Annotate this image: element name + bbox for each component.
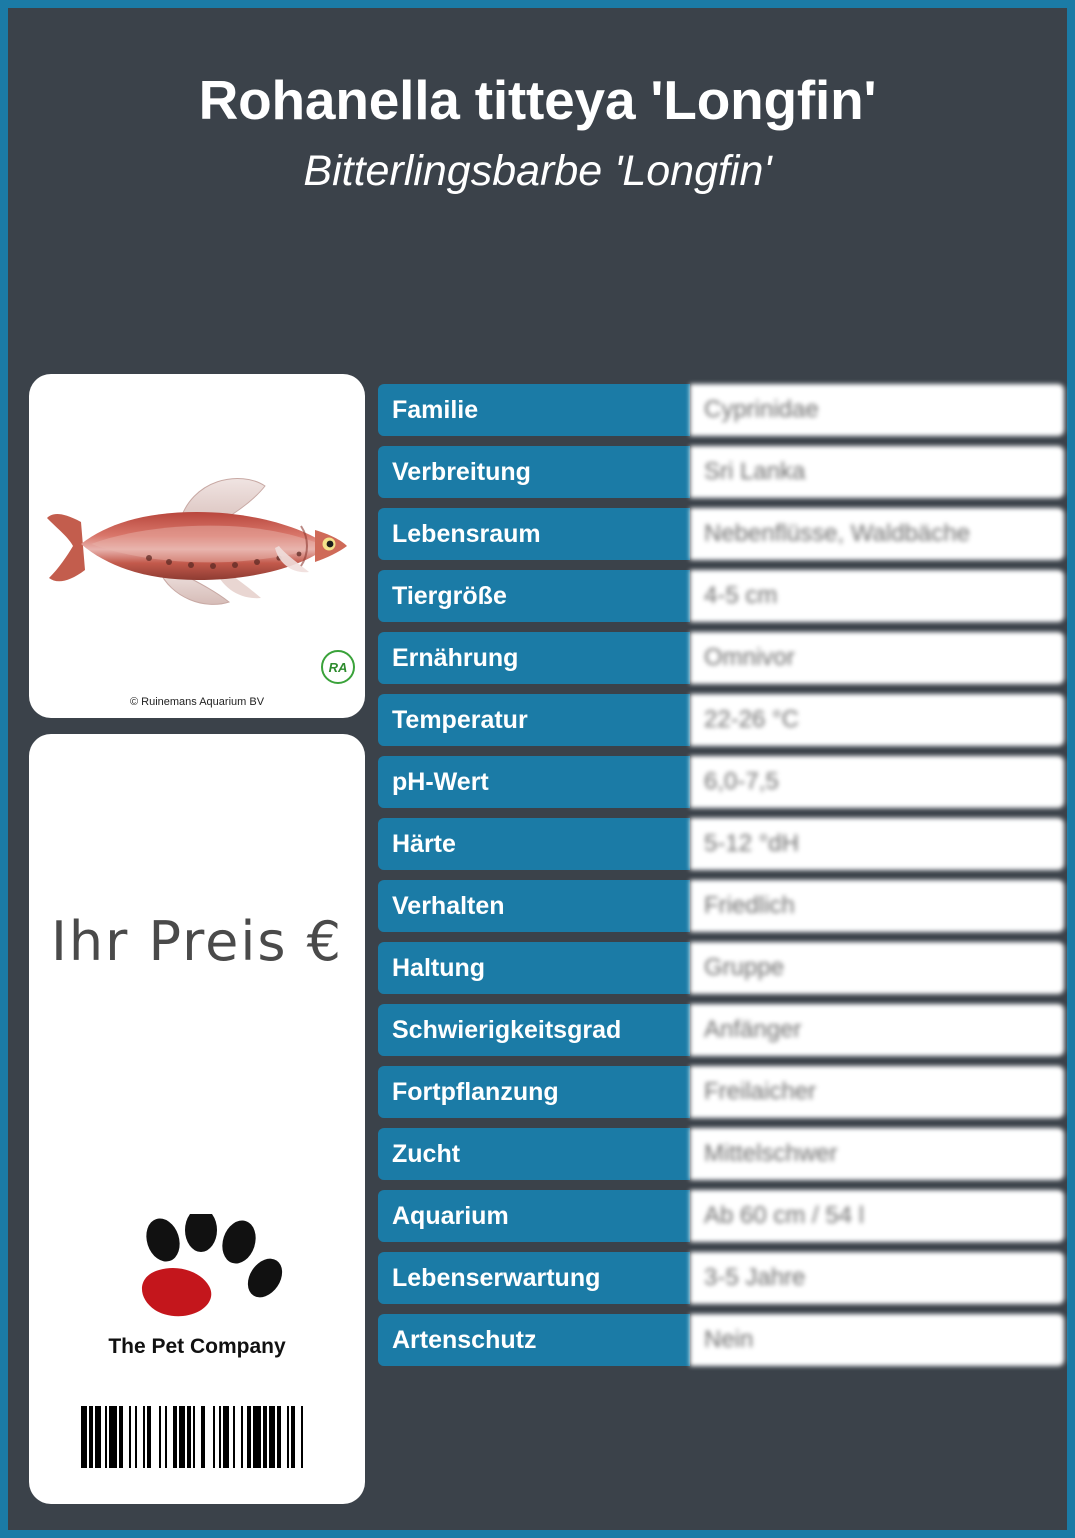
table-row bbox=[378, 942, 1064, 994]
barcode bbox=[81, 1406, 335, 1468]
spec-label: Lebenserwartung bbox=[378, 1252, 690, 1304]
spec-value: Nein bbox=[690, 1314, 1064, 1366]
company-name: The Pet Company bbox=[108, 1335, 286, 1358]
table-row bbox=[378, 446, 1064, 498]
table-row bbox=[378, 880, 1064, 932]
spec-value: Sri Lanka bbox=[690, 446, 1064, 498]
spec-label: Temperatur bbox=[378, 694, 690, 746]
spec-label: Verhalten bbox=[378, 880, 690, 932]
species-photo-card bbox=[29, 374, 365, 718]
poster-header bbox=[8, 8, 1067, 197]
price-label: Ihr Preis € bbox=[50, 910, 344, 973]
price-card bbox=[29, 734, 365, 1504]
table-row bbox=[378, 694, 1064, 746]
spec-value: 5-12 °dH bbox=[690, 818, 1064, 870]
table-row bbox=[378, 1252, 1064, 1304]
photo-copyright: © Ruinemans Aquarium BV bbox=[129, 696, 265, 708]
spec-label: Tiergröße bbox=[378, 570, 690, 622]
table-row bbox=[378, 1314, 1064, 1366]
spec-label: Artenschutz bbox=[378, 1314, 690, 1366]
spec-label: Aquarium bbox=[378, 1190, 690, 1242]
table-row bbox=[378, 1190, 1064, 1242]
spec-value: Nebenflüsse, Waldbäche bbox=[690, 508, 1064, 560]
fish-illustration bbox=[29, 452, 365, 642]
spec-label: Verbreitung bbox=[378, 446, 690, 498]
table-row bbox=[378, 570, 1064, 622]
spec-label: Fortpflanzung bbox=[378, 1066, 690, 1118]
company-logo bbox=[29, 1214, 365, 1359]
spec-value: Friedlich bbox=[690, 880, 1064, 932]
spec-value: Gruppe bbox=[690, 942, 1064, 994]
paw-print-icon bbox=[97, 1214, 297, 1324]
spec-label: Familie bbox=[378, 384, 690, 436]
spec-label: Lebensraum bbox=[378, 508, 690, 560]
table-row bbox=[378, 508, 1064, 560]
page-title: Rohanella titteya 'Longfin' bbox=[198, 69, 877, 131]
spec-label: Ernährung bbox=[378, 632, 690, 684]
spec-value: Ab 60 cm / 54 l bbox=[690, 1190, 1064, 1242]
spec-label: Haltung bbox=[378, 942, 690, 994]
spec-value: Freilaicher bbox=[690, 1066, 1064, 1118]
spec-value: 3-5 Jahre bbox=[690, 1252, 1064, 1304]
table-row bbox=[378, 818, 1064, 870]
spec-label: Zucht bbox=[378, 1128, 690, 1180]
spec-value: Omnivor bbox=[690, 632, 1064, 684]
spec-value: 6,0-7,5 bbox=[690, 756, 1064, 808]
spec-label: pH-Wert bbox=[378, 756, 690, 808]
table-row bbox=[378, 384, 1064, 436]
spec-value: Cyprinidae bbox=[690, 384, 1064, 436]
table-row bbox=[378, 1128, 1064, 1180]
table-row bbox=[378, 1066, 1064, 1118]
spec-label: Schwierigkeitsgrad bbox=[378, 1004, 690, 1056]
spec-value: Mittelschwer bbox=[690, 1128, 1064, 1180]
table-row bbox=[378, 1004, 1064, 1056]
page-subtitle: Bitterlingsbarbe 'Longfin' bbox=[303, 146, 772, 195]
spec-value: 22-26 °C bbox=[690, 694, 1064, 746]
species-spec-table bbox=[378, 384, 1064, 1376]
spec-label: Härte bbox=[378, 818, 690, 870]
table-row bbox=[378, 756, 1064, 808]
table-row bbox=[378, 632, 1064, 684]
spec-value: 4-5 cm bbox=[690, 570, 1064, 622]
spec-value: Anfänger bbox=[690, 1004, 1064, 1056]
poster-page bbox=[8, 8, 1067, 1530]
photographer-logo-icon: RA bbox=[321, 650, 355, 684]
